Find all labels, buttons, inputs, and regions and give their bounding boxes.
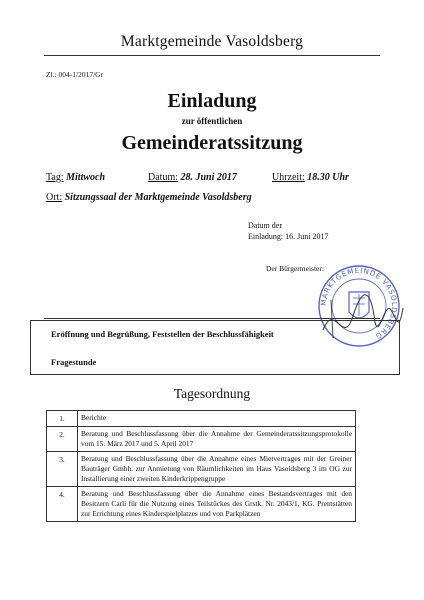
invitation-date-line1: Datum der — [248, 221, 282, 230]
day-value: Mittwoch — [66, 172, 106, 183]
agenda-item-number: 2. — [47, 427, 78, 452]
date-label: Datum: — [148, 172, 178, 183]
opening-item: Eröffnung und Begrüßung, Feststellen der Beschlussfähigkeit — [51, 329, 274, 339]
section-divider — [44, 318, 380, 319]
agenda-item-number: 4. — [47, 487, 78, 522]
agenda-item-text: Beratung und Beschlussfassung über die Annahme der Gemeinderatssitzungsprotokolle vom 15. März 2017 und 5. April 2017 — [78, 427, 356, 452]
agenda-table — [46, 410, 356, 522]
question-time-item: Fragestunde — [51, 357, 97, 367]
agenda-item-text: Beratung und Beschlussfassung über die Annahme eines Mietvertrages mit der Greiner Bauträger Gmbh. zur Anmietung von Räumlichkeiten im Haus Vasoldsberg 3 im OG zur Installierung einer zweiten Kinderkrippengruppe — [78, 452, 356, 487]
document-title: Einladung — [167, 90, 257, 112]
table-row — [47, 452, 356, 487]
day-label: Tag: — [46, 172, 64, 183]
time-label: Uhrzeit: — [272, 172, 305, 183]
date-value: 28. Juni 2017 — [180, 172, 237, 183]
opening-items-box — [30, 320, 400, 375]
invitation-date-line2: Einladung: 16. Juni 2017 — [248, 232, 329, 241]
meeting-type-title: Gemeinderatssitzung — [121, 132, 303, 154]
table-row — [47, 487, 356, 522]
document-subtitle: zur öffentlichen — [181, 116, 243, 126]
seal-text: MARKTGEMEINDE VASOLDSBERG — [318, 265, 400, 342]
agenda-item-text: Berichte — [78, 411, 356, 427]
place-value: Sitzungssaal der Marktgemeinde Vasoldsberg — [64, 192, 252, 203]
place-label: Ort: — [46, 192, 63, 203]
agenda-item-text: Beratung und Beschlussfassung über die Annahme eines Bestandsvertrages mit den Besitzern Carli für die Nutzung eines Teilstückes des Grstk. Nr. 2043/1, KG. Premstätten zur Errichtung eines Kinderspielplatzes und von Parkplätzen — [78, 487, 356, 522]
meeting-day — [46, 172, 105, 183]
mayor-label: Der Bürgermeister: — [266, 264, 324, 273]
agenda-title: Tagesordnung — [173, 386, 251, 401]
table-row — [47, 427, 356, 452]
header-divider — [44, 55, 380, 56]
table-row — [47, 411, 356, 427]
meeting-place — [46, 192, 252, 203]
agenda-item-number: 3. — [47, 452, 78, 487]
agenda-item-number: 1. — [47, 411, 78, 427]
meeting-time — [272, 172, 349, 183]
reference-number: Zl.: 004-1/2017/Gr — [46, 70, 104, 79]
meeting-date — [148, 172, 237, 183]
time-value: 18.30 Uhr — [307, 172, 349, 183]
invitation-date — [248, 220, 328, 242]
municipality-header: Marktgemeinde Vasoldsberg — [120, 33, 304, 50]
